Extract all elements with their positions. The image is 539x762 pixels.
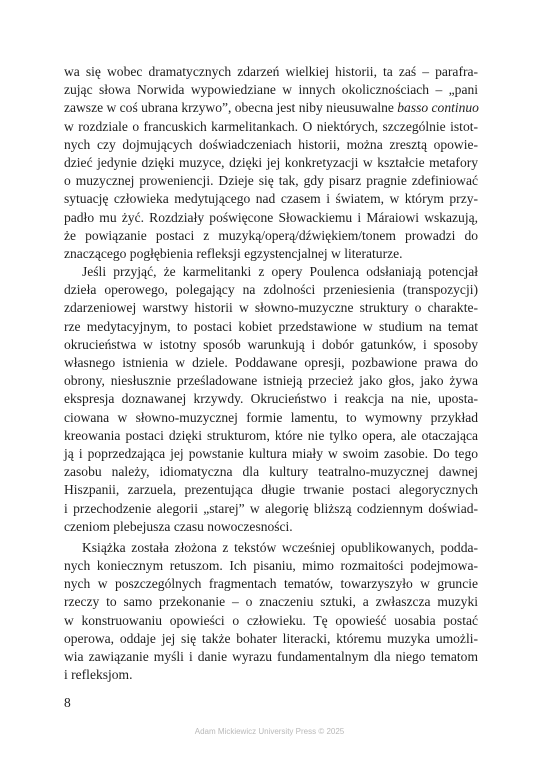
text-line (64, 648, 478, 666)
text-run: zawsze w coś ubrana krzywo”, obecna jest niby nieusuwalne (64, 100, 398, 116)
text-line (64, 263, 478, 281)
text-run: operowa, oddaje jej się także bohater literacki, któremu muzyka umożli- (64, 630, 478, 646)
text-line (64, 99, 478, 117)
page-number: 8 (64, 695, 71, 710)
text-run: okrucieństwa w istotny sposób warunkują i dobór gatunków, i sposoby (64, 336, 478, 352)
text-line (64, 539, 478, 557)
text-line (64, 666, 478, 684)
text-line (64, 154, 478, 172)
text-run: rzeczy to samo przekonanie – o znaczeniu sztuki, a zwłaszcza muzyki (64, 594, 478, 610)
text-run: dzieć jedynie dzięki muzyce, dzięki jej konkretyzacji w kształcie metafory (64, 154, 478, 170)
text-line (64, 463, 478, 481)
text-run: i refleksjom. (64, 667, 133, 683)
text-line (64, 299, 478, 317)
text-run: wa się wobec dramatycznych zdarzeń wielkiej historii, ta zaś – parafra- (64, 64, 478, 79)
text-run: własnego istnienia w dziele. Poddawane opresji, pozbawione prawa do (64, 355, 478, 370)
text-line (64, 81, 478, 99)
text-line (64, 354, 478, 372)
text-line (64, 227, 478, 245)
text-run: i przechodzenie alegorii „starej” w alegorię bliższą codziennym doświad- (64, 500, 478, 516)
text-line (64, 593, 478, 611)
text-line (64, 281, 478, 299)
text-run: zasobu należy, idiomatyczna dla kultury teatralno-muzycznej dawnej (64, 464, 478, 480)
text-line (64, 172, 478, 190)
italic-text-run: basso continuo (397, 100, 479, 116)
text-run: obrony, niesłusznie prześladowane istnieją przecież jako głos, jako żywa (64, 373, 478, 389)
text-run: wia zawiązanie myśli i danie wyrazu fundamentalnym dla niego tematom (64, 649, 478, 664)
text-line (64, 318, 478, 336)
text-line (64, 575, 478, 593)
text-run: rze medytacyjnym, to postaci kobiet przedstawione w studium na temat (64, 318, 478, 334)
text-line (64, 209, 478, 227)
page-body-text (64, 63, 478, 684)
text-run: znaczącego pogłębienia refleksji egzystencjalnej w literaturze. (64, 245, 403, 261)
text-line (64, 427, 478, 445)
text-line (64, 118, 478, 136)
text-line (64, 481, 478, 499)
text-run: zdarzeniowej warstwy historii w słowno-muzyczne struktury o charakte- (64, 300, 478, 316)
text-line (64, 630, 478, 648)
text-line (64, 390, 478, 408)
text-run: nych w poszczególnych fragmentach tematów, towarzyszyło w gruncie (64, 576, 478, 592)
text-line (64, 372, 478, 390)
text-line (64, 557, 478, 575)
text-run: w konstruowaniu opowieści o człowieku. Tę opowieść uosabia postać (64, 612, 478, 628)
text-line (64, 409, 478, 427)
text-run: o muzycznej proweniencji. Dzieje się tak, gdy pisarz pragnie zdefiniować (64, 173, 478, 189)
text-line (64, 136, 478, 154)
text-run: nych koniecznym retuszom. Ich pisaniu, mimo rozmaitości podejmowa- (64, 558, 478, 574)
text-line (64, 612, 478, 630)
text-run: Hiszpanii, zarzuela, prezentująca długie trwanie postaci alegorycznych (64, 482, 478, 498)
text-run: Książka została złożona z tekstów wcześniej opublikowanych, podda- (82, 539, 478, 555)
text-run: Jeśli przyjąć, że karmelitanki z opery Poulenca odsłaniają potencjał (82, 264, 478, 280)
text-run: że powiązanie postaci z muzyką/operą/dźwiękiem/tonem prowadzi do (64, 227, 478, 243)
text-run: ciowana w słowno-muzycznej formie lamentu, to wymowny przykład (64, 409, 478, 425)
text-run: kreowania postaci dzięki strukturom, które nie tylko opera, ale otaczająca (64, 427, 478, 443)
text-run: ją i poprzedzająca jej powstanie kultura miały w swoim zasobie. Do tego (64, 445, 478, 461)
text-line (64, 336, 478, 354)
text-line (64, 63, 478, 81)
text-line (64, 245, 478, 263)
text-run: nych czy dojmujących doświadczeniach historii, można zresztą opowie- (64, 136, 478, 152)
text-line (64, 518, 478, 536)
text-run: ekspresja doznawanej krzywdy. Okrucieństwo i reakcja na nie, uposta- (64, 391, 478, 407)
text-run: czeniom plebejusza czasu nowoczesności. (64, 518, 293, 534)
text-line (64, 190, 478, 208)
publisher-footer: Adam Mickiewicz University Press © 2025 (194, 727, 345, 736)
text-run: padło mu żyć. Rozdziały poświęcone Słowackiemu i Máraiowi wskazują, (64, 209, 478, 225)
text-run: sytuację człowieka medytującego nad czasem i światem, w którym przy- (64, 191, 478, 207)
text-run: w rozdziale o francuskich karmelitankach. O niektórych, szczególnie istot- (64, 118, 478, 134)
text-run: dzieła operowego, polegający na zdolności przeniesienia (transpozycji) (64, 282, 478, 298)
text-run: zując słowa Norwida wypowiedziane w innych okolicznościach – „pani (64, 82, 478, 98)
text-line (64, 445, 478, 463)
text-line (64, 500, 478, 518)
